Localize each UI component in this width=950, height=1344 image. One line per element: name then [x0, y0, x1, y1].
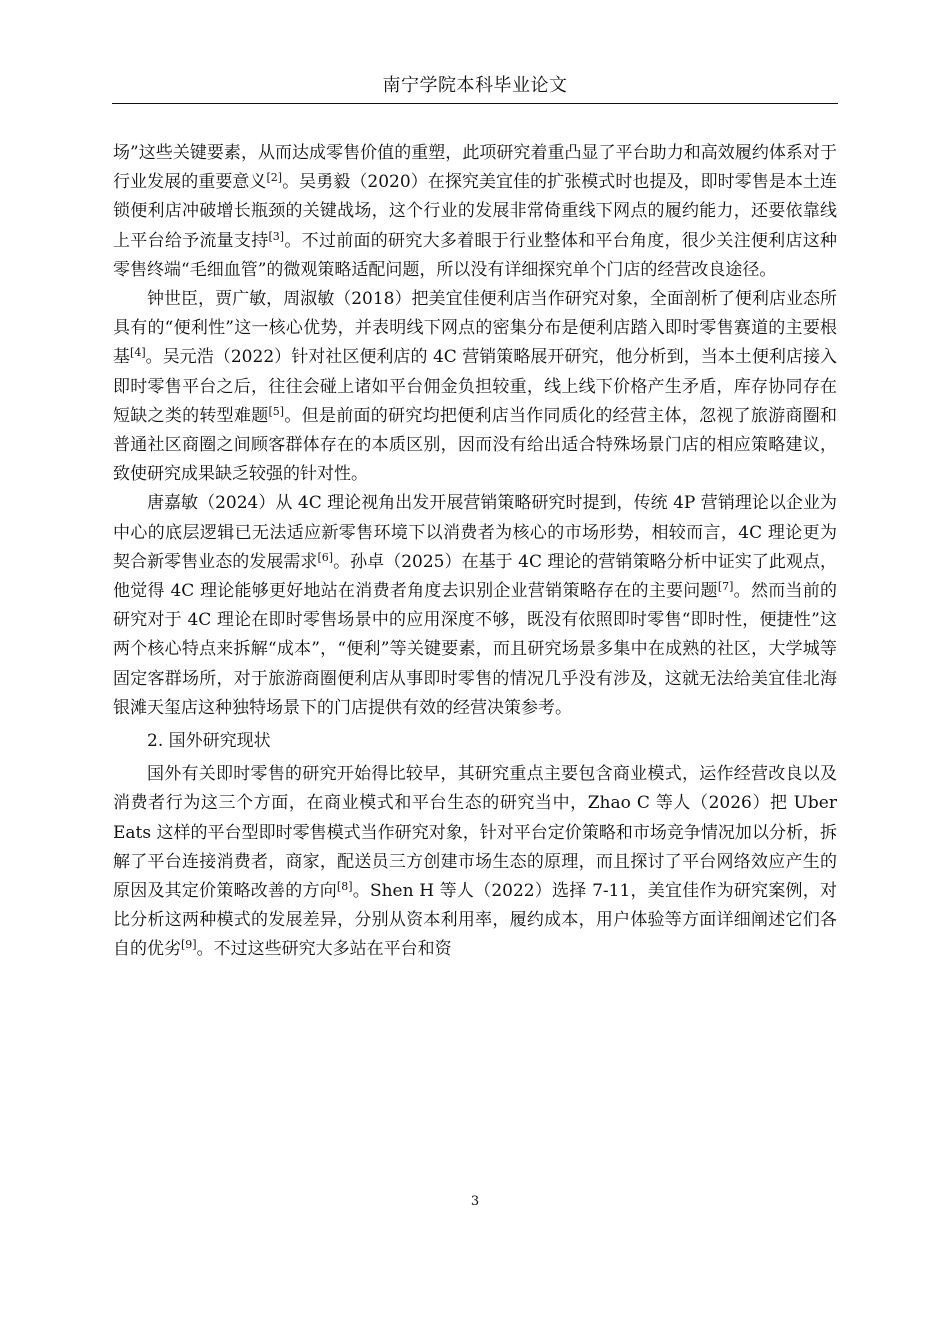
text-run: 场”这些关键要素，从而达成零售价值的重塑，此项研究着重凸显了平台助力和高效履约体系对于行业发展的重要意义 [113, 143, 837, 193]
text-run: 。Shen H 等人（2022）选择 7-11，美宜佳作为研究案例，对比分析这两种模式的发展差异，分别从资本利用率，履约成本，用户体验等方面详细阐述它们各自的优劣 [113, 881, 837, 960]
paragraph-2 [113, 285, 837, 489]
text-run: 。不过前面的研究大多着眼于行业整体和平台角度，很少关注便利店这种零售终端“毛细血管”的微观策略适配问题，所以没有详细探究单个门店的经营改良途径。 [113, 230, 838, 280]
header-rule [112, 103, 838, 104]
page-number: 3 [470, 1194, 480, 1209]
text-run: 。吴勇毅（2020）在探究美宜佳的扩张模式时也提及，即时零售是本土连锁便利店冲破增长瓶颈的关键战场，这个行业的发展非常倚重线下网点的履约能力，还要依靠线上平台给予流量支持 [113, 172, 837, 251]
citation-ref: [8] [336, 880, 353, 894]
text-run: 钟世臣，贾广敏，周淑敏（2018）把美宜佳便利店当作研究对象，全面剖析了便利店业态所具有的“便利性”这一核心优势，并表明线下网点的密集分布是便利店踏入即时零售赛道的主要根基 [113, 289, 837, 368]
paragraph-4 [113, 760, 837, 964]
citation-ref: [7] [717, 580, 734, 594]
citation-ref: [5] [268, 404, 285, 418]
paragraph-1 [113, 139, 837, 285]
citation-ref: [6] [317, 550, 334, 564]
text-run: 。孙卓（2025）在基于 4C 理论的营销策略分析中证实了此观点，他觉得 4C 理论能够更好地站在消费者角度去识别企业营销策略存在的主要问题 [113, 551, 837, 602]
paragraph-3 [113, 489, 837, 723]
body-text [113, 139, 837, 965]
citation-ref: [4] [130, 346, 146, 360]
text-run: 唐嘉敏（2024）从 4C 理论视角出发开展营销策略研究时提到，传统 4P 营销理论以企业为中心的底层逻辑已无法适应新零售环境下以消费者为核心的市场形势，相较而言，4C 理论更为契合新零售业态的发展需求 [113, 493, 837, 572]
text-run: 。然而当前的研究对于 4C 理论在即时零售场景中的应用深度不够，既没有依照即时零售“即时性，便捷性”这两个核心特点来拆解“成本”，“便利”等关键要素，而且研究场景多集中在成熟的社区，大学城等固定客群场所，对于旅游商圈便利店从事即时零售的情况几乎没有涉及，这就无法给美宜佳北海银滩天玺店这种独特场景下的门店提供有效的经营决策参考。 [113, 581, 837, 718]
text-run: 。吴元浩（2022）针对社区便利店的 4C 营销策略展开研究，他分析到，当本土便利店接入即时零售平台之后，往往会碰上诸如平台佣金负担较重，线上线下价格产生矛盾，库存协同存在短缺之类的转型难题 [113, 347, 837, 426]
citation-ref: [9] [181, 938, 197, 952]
text-run: 。不过这些研究大多站在平台和资 [196, 939, 452, 960]
citation-ref: [3] [268, 229, 285, 243]
citation-ref: [2] [266, 171, 283, 185]
text-run: 国外有关即时零售的研究开始得比较早，其研究重点主要包含商业模式，运作经营改良以及消费者行为这三个方面，在商业模式和平台生态的研究当中，Zhao C 等人（2026）把 Uber Eats 这样的平台型即时零售模式当作研究对象，针对平台定价策略和市场竞争情况加以分析，拆解了平台连接消费者，商家，配送员三方创建市场生态的原理，而且探讨了平台网络效应产生的原因及其定价策略改善的方向 [113, 764, 837, 902]
section-subheading: 2. 国外研究现状 [147, 731, 271, 752]
running-header: 南宁学院本科毕业论文 [382, 75, 568, 96]
text-run: 。但是前面的研究均把便利店当作同质化的经营主体，忽视了旅游商圈和普通社区商圈之间顾客群体存在的本质区别，因而没有给出适合特殊场景门店的相应策略建议，致使研究成果缺乏较强的针对性。 [113, 405, 838, 485]
